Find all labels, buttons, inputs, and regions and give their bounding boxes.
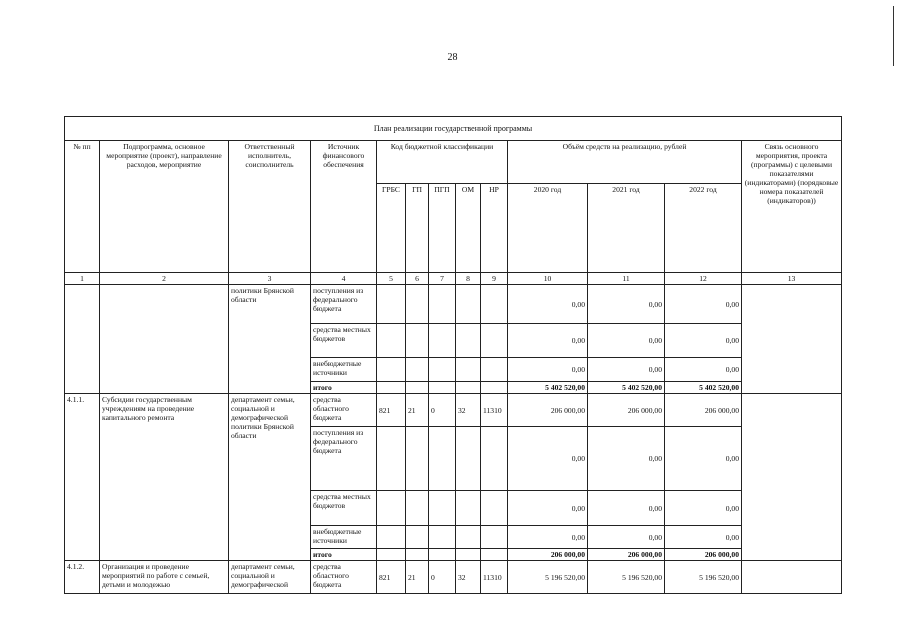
plan-table-container	[64, 116, 841, 602]
plan-table	[64, 116, 842, 594]
total-2021: 5 402 520,00	[588, 382, 665, 394]
col-number: 9	[481, 273, 508, 285]
num-cell: 4.1.2.	[65, 561, 100, 594]
table-row	[65, 285, 842, 324]
link-cell	[742, 394, 842, 561]
om-cell: 32	[456, 561, 481, 594]
om-cell: 32	[456, 394, 481, 427]
header-gp: ГП	[406, 184, 429, 273]
nr-cell: 11310	[481, 394, 508, 427]
grbs-cell: 821	[377, 561, 406, 594]
col-number: 2	[100, 273, 229, 285]
header-nr: НР	[481, 184, 508, 273]
value-2021: 0,00	[588, 324, 665, 358]
value-2020: 5 196 520,00	[508, 561, 588, 594]
source-cell: средства областного бюджета	[311, 561, 377, 594]
link-cell	[742, 561, 842, 594]
value-2020: 0,00	[508, 526, 588, 549]
value-2021: 0,00	[588, 526, 665, 549]
header-grbs: ГРБС	[377, 184, 406, 273]
value-2021: 0,00	[588, 285, 665, 324]
pgp-cell: 0	[429, 561, 456, 594]
header-subprogram: Подпрограмма, основное мероприятие (проект), направление расходов, мероприятие	[100, 141, 229, 273]
value-2022: 0,00	[665, 324, 742, 358]
num-cell: 4.1.1.	[65, 394, 100, 561]
page-number: 28	[447, 52, 458, 63]
value-2022: 206 000,00	[665, 394, 742, 427]
gp-cell: 21	[406, 394, 429, 427]
responsible-cell: департамент семьи, социальной и демографической	[229, 561, 311, 594]
value-2020: 0,00	[508, 491, 588, 526]
source-cell: итого	[311, 549, 377, 561]
gp-cell: 21	[406, 561, 429, 594]
header-2020: 2020 год	[508, 184, 588, 273]
total-2021: 206 000,00	[588, 549, 665, 561]
header-link: Связь основного мероприятия, проекта (программы) с целевыми показателями (индикаторами) (порядковые номера показателей (индикаторов))	[742, 141, 842, 273]
source-cell: поступления из федерального бюджета	[311, 285, 377, 324]
value-2020: 0,00	[508, 285, 588, 324]
source-cell: внебюджетные источники	[311, 526, 377, 549]
total-2022: 5 402 520,00	[665, 382, 742, 394]
col-number: 8	[456, 273, 481, 285]
col-number: 11	[588, 273, 665, 285]
value-2022: 0,00	[665, 491, 742, 526]
source-cell: средства местных бюджетов	[311, 491, 377, 526]
total-2020: 5 402 520,00	[508, 382, 588, 394]
source-cell: средства местных бюджетов	[311, 324, 377, 358]
value-2020: 0,00	[508, 324, 588, 358]
subprogram-cell	[100, 285, 229, 394]
header-pgp: ПГП	[429, 184, 456, 273]
source-cell: внебюджетные источники	[311, 358, 377, 382]
table-row	[65, 394, 842, 427]
nr-cell: 11310	[481, 561, 508, 594]
value-2020: 206 000,00	[508, 394, 588, 427]
responsible-cell: политики Брянской области	[229, 285, 311, 394]
col-number: 7	[429, 273, 456, 285]
value-2021: 206 000,00	[588, 394, 665, 427]
header-2021: 2021 год	[588, 184, 665, 273]
col-number: 12	[665, 273, 742, 285]
value-2020: 0,00	[508, 427, 588, 491]
responsible-cell: департамент семьи, социальной и демографической политики Брянской области	[229, 394, 311, 561]
value-2021: 0,00	[588, 491, 665, 526]
source-cell: итого	[311, 382, 377, 394]
grbs-cell: 821	[377, 394, 406, 427]
total-2020: 206 000,00	[508, 549, 588, 561]
num-cell	[65, 285, 100, 394]
margin-mark	[893, 6, 894, 66]
value-2022: 0,00	[665, 358, 742, 382]
header-volume: Объём средств на реализацию, рублей	[508, 141, 742, 184]
value-2022: 0,00	[665, 285, 742, 324]
value-2021: 0,00	[588, 427, 665, 491]
source-cell: поступления из федерального бюджета	[311, 427, 377, 491]
table-title: План реализации государственной программы	[65, 117, 842, 141]
col-number: 4	[311, 273, 377, 285]
header-2022: 2022 год	[665, 184, 742, 273]
header-num: № пп	[65, 141, 100, 273]
col-number: 5	[377, 273, 406, 285]
value-2022: 0,00	[665, 526, 742, 549]
link-cell	[742, 285, 842, 394]
col-number: 3	[229, 273, 311, 285]
header-responsible: Ответственный исполнитель, соисполнитель	[229, 141, 311, 273]
header-source: Источник финансового обеспечения	[311, 141, 377, 273]
value-2020: 0,00	[508, 358, 588, 382]
subprogram-cell: Субсидии государственным учреждениям на проведение капитального ремонта	[100, 394, 229, 561]
col-number: 10	[508, 273, 588, 285]
header-om: ОМ	[456, 184, 481, 273]
pgp-cell: 0	[429, 394, 456, 427]
value-2021: 0,00	[588, 358, 665, 382]
table-row	[65, 561, 842, 594]
col-number: 1	[65, 273, 100, 285]
total-2022: 206 000,00	[665, 549, 742, 561]
col-number: 6	[406, 273, 429, 285]
col-number: 13	[742, 273, 842, 285]
subprogram-cell: Организация и проведение мероприятий по работе с семьей, детьми и молодежью	[100, 561, 229, 594]
value-2021: 5 196 520,00	[588, 561, 665, 594]
value-2022: 5 196 520,00	[665, 561, 742, 594]
header-budget-code: Код бюджетной классификации	[377, 141, 508, 184]
source-cell: средства областного бюджета	[311, 394, 377, 427]
value-2022: 0,00	[665, 427, 742, 491]
